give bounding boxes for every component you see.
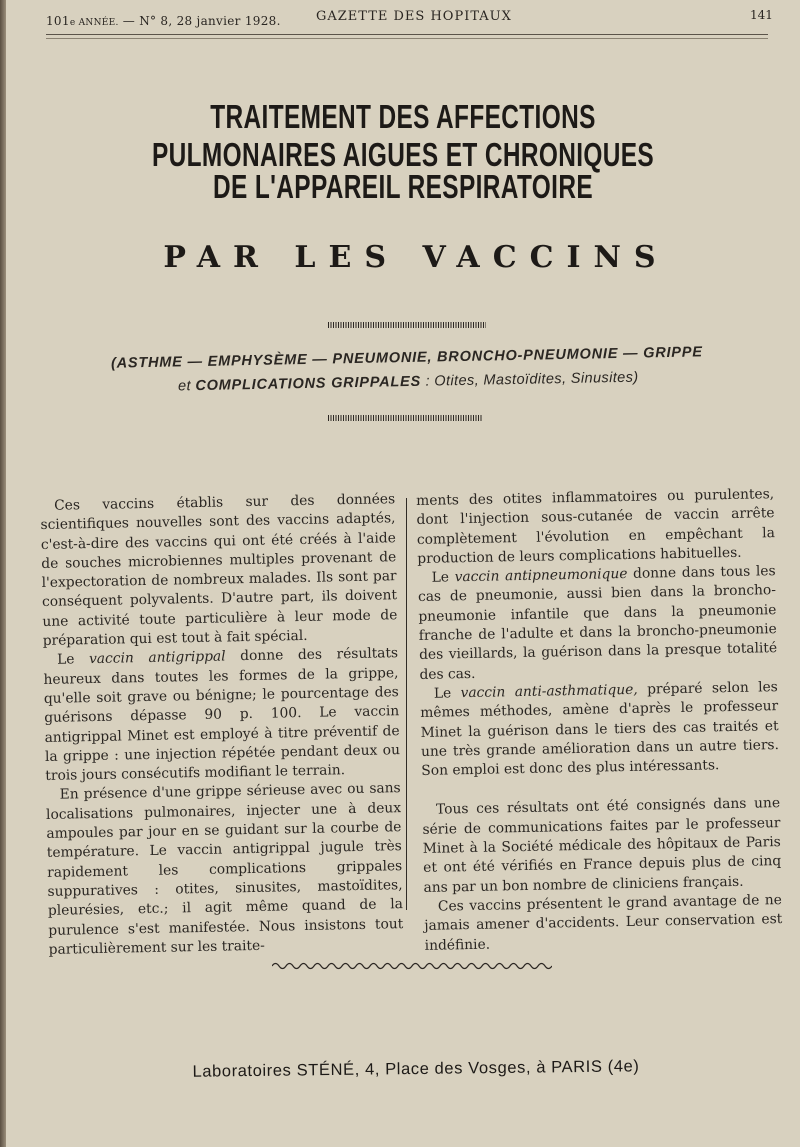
paragraph-prefix: Le (56, 651, 75, 669)
paragraph: ments des otites inflammatoires ou purulentes, dont l'injection sous-cutanée de vaccin arrête complètement l'évolution en empêchant la production de leurs complications habituelles. (416, 486, 776, 567)
paragraph (420, 678, 780, 781)
binding-edge (0, 0, 6, 1147)
laboratory-address: Laboratoires STÉNÉ, 4, Place des Vosges, à PARIS (4e) (192, 1057, 640, 1081)
ornamental-rule-top (328, 322, 486, 328)
subtitle-bold: COMPLICATIONS GRIPPALES (195, 373, 422, 395)
article-title-line-3: PAR LES VACCINS (163, 240, 669, 275)
header-rule (46, 34, 768, 35)
article-title-line-1: TRAITEMENT DES AFFECTIONS PULMONAIRES AIGUES ET CHRONIQUES (151, 98, 655, 173)
column-divider (406, 498, 407, 910)
journal-page (6, 0, 800, 1147)
vaccine-name: vaccin antigrippal (88, 648, 226, 668)
issue-info (46, 14, 281, 28)
paragraph-text: préparé selon les mêmes méthodes, amène d'après le professeur Minet la guérison dans le tiers des cas traités et une très grande amélioration dans un autre tiers. Son emploi est donc des plus intéressants. (420, 679, 780, 780)
paragraph-text: donne des résultats heureux dans toutes les formes de la grippe, qu'elle soit grave ou bénigne; le pourcentage des guérisons dépasse 90 p. 100. Le vaccin antigrippal Minet est employé à titre préventif de la grippe : une injection répétée pendant deux ou trois jours consécutifs modifiant le terrain. (43, 645, 401, 785)
ornamental-rule-bottom (328, 415, 482, 421)
paragraph (43, 645, 401, 787)
paragraph: Ces vaccins présentent le grand avantage de ne jamais amener d'accidents. Leur conservation est indéfinie. (424, 891, 783, 954)
paragraph-prefix: Le (433, 685, 452, 702)
subtitle-prefix: et (177, 378, 192, 395)
header-rule-secondary (46, 38, 768, 39)
page-number: 141 (750, 8, 773, 22)
issue-suffix: e ANNÉE. (69, 18, 119, 28)
issue-year: 101 (46, 14, 70, 28)
article-title-line-2: DE L'APPAREIL RESPIRATOIRE (213, 168, 593, 205)
left-column (40, 490, 404, 960)
issue-number-date: — N° 8, 28 janvier 1928. (122, 14, 281, 28)
paragraph: Ces vaccins établis sur des données scientifiques nouvelles sont des vaccins adaptés, c'est-à-dire des vaccins qui ont été créés à l'aide de souches microbiennes multiples provenant de l'expectoration de nombreux malades. Ils sont par conséquent polyvalents. D'autre part, ils doivent une activité toute particulière à leur mode de préparation qui est tout à fait spécial. (40, 491, 398, 650)
paragraph-text: donne dans tous les cas de pneumonie, aussi bien dans la broncho-pneumonie infantile que dans la pneumonie franche de l'adulte et dans la broncho-pneumonie des vieillards, la guérison dans la presque totalité des cas. (417, 563, 778, 683)
journal-title: GAZETTE DES HOPITAUX (316, 9, 512, 24)
paragraph: Tous ces résultats ont été consignés dans une série de communications faites par le professeur Minet à la Société médicale des hôpitaux de Paris et ont été vérifiés en France depuis plus de cinq ans par un bon nombre de cliniciens français. (422, 795, 782, 896)
vaccine-name: vaccin anti-asthmatique, (460, 681, 638, 702)
paragraph-prefix: Le (431, 569, 450, 586)
vaccine-name: vaccin antipneumonique (454, 566, 628, 586)
subtitle-line-1: (ASTHME — EMPHYSÈME — PNEUMONIE, BRONCHO-PNEUMONIE — GRIPPE (110, 344, 703, 372)
paragraph (417, 562, 777, 685)
subtitle-line-2 (178, 370, 639, 395)
paragraph: En présence d'une grippe sérieuse avec ou sans localisations pulmonaires, injecter une à deux ampoules par jour en se guidant sur la courbe de température. Le vaccin antigrippal jugule très rapidement les complications grippales suppuratives : otites, sinusites, mastoïdites, pleurésies, etc.; il agit même quand de la purulence s'est manifestée. Nous insistons tout particulièrement sur les traite- (45, 780, 404, 958)
subtitle-rest: : Otites, Mastoïdites, Sinusites) (425, 369, 639, 390)
right-column (416, 485, 783, 956)
wavy-ornament (272, 961, 552, 971)
